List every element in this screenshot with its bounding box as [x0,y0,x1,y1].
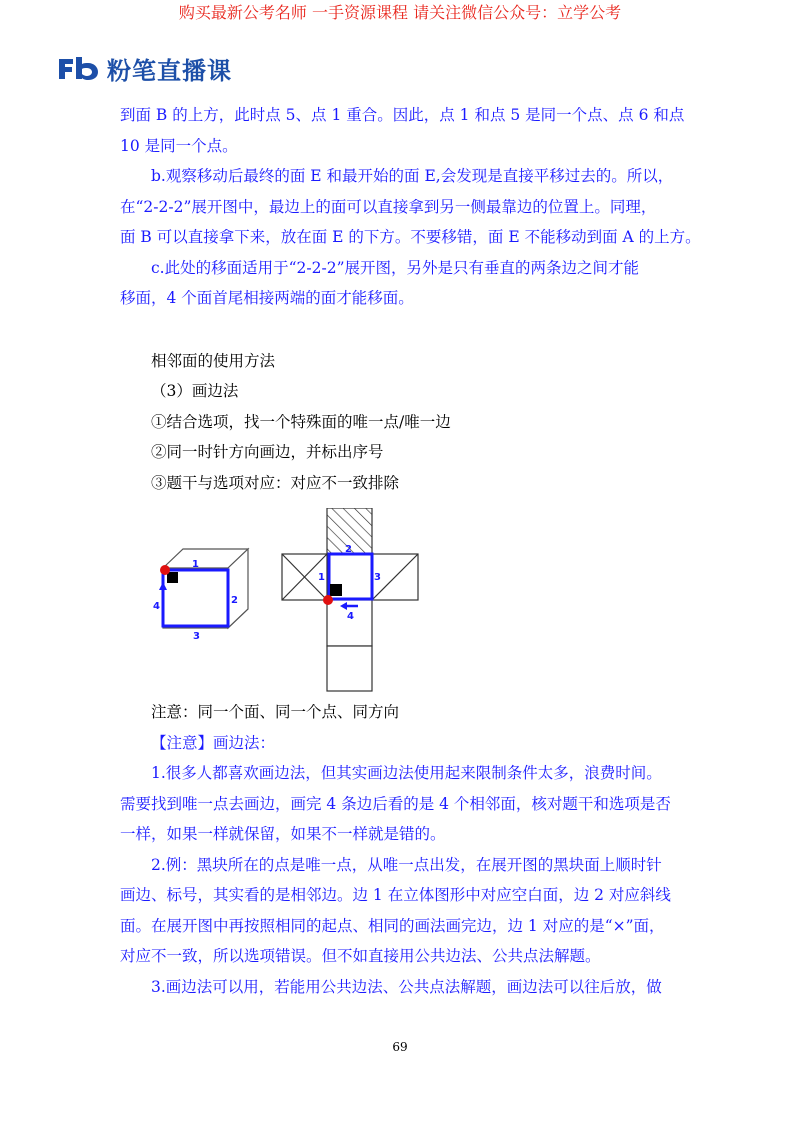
cube-diagram [163,549,248,628]
paragraph-line: 面。在展开图中再按照相同的起点、相同的画法画完边，边 1 对应的是“×”面， [120,916,665,935]
logo-text: 粉笔直播课 [107,56,232,85]
paragraph-line: 到面 B 的上方，此时点 5、点 1 重合。因此，点 1 和点 5 是同一个点、点 6 和点 [120,106,685,124]
paragraph-line: 一样，如果一样就保留，如果不一样就是错的。 [120,825,446,843]
paragraph-line: 在“2-2-2”展开图中，最边上的面可以直接拿到另一侧最靠边的位置上。同理， [120,197,657,216]
cube-net-figure [150,508,430,693]
cube-edge-label: 3 [193,631,200,642]
net-edge-label: 2 [345,544,352,555]
paragraph-line: b.观察移动后最终的面 E 和最开始的面 E,会发现是直接平移过去的。所以， [151,167,674,185]
paragraph-line: 2.例：黑块所在的点是唯一点，从唯一点出发，在展开图的黑块面上顺时针 [151,855,662,874]
subsection-heading: （3）画边法 [151,382,239,400]
page-content [120,100,701,498]
cube-start-dot [160,565,170,575]
paragraph-line: 1.很多人都喜欢画边法，但其实画边法使用起来限制条件太多，浪费时间。 [151,764,662,782]
net-black-block [330,584,342,596]
paragraph-line: 画边、标号，其实看的是相邻边。边 1 在立体图形中对应空白面，边 2 对应斜线 [120,886,671,904]
paragraph-line: 3.画边法可以用，若能用公共边法、公共点法解题，画边法可以往后放，做 [151,977,662,996]
paragraph-line: 对应不一致，所以选项错误。但不如直接用公共边法、公共点法解题。 [120,947,601,965]
section-heading: 相邻面的使用方法 [151,351,276,370]
step-item: ②同一时针方向画边，并标出序号 [151,443,384,461]
header-banner: 购买最新公考名师 一手资源课程 请关注微信公众号：立学公考 [178,3,622,22]
paragraph-line: c.此处的移面适用于“2-2-2”展开图，另外是只有垂直的两条边之间才能 [151,258,640,277]
step-item: ①结合选项，找一个特殊面的唯一点/唯一边 [151,412,451,431]
net-edge-label: 4 [347,611,354,622]
cube-black-block [167,572,178,583]
notes-section [120,697,690,1002]
fb-logo-icon [57,55,101,81]
net-edge-label: 1 [318,572,325,583]
note-line: 注意：同一个面、同一个点、同方向 [151,703,400,721]
step-item: ③题干与选项对应：对应不一致排除 [151,473,400,492]
page-number: 69 [392,1040,408,1054]
net-start-dot [323,595,333,605]
brand-logo [57,53,232,83]
cube-edge-label: 1 [192,559,199,570]
net-edge-label: 3 [374,572,381,583]
paragraph-line: 需要找到唯一点去画边，画完 4 条边后看的是 4 个相邻面，核对题干和选项是否 [120,794,671,813]
paragraph-line: 面 B 可以直接拿下来，放在面 E 的下方。不要移错，面 E 不能移动到面 A 的上方。 [120,228,701,246]
note-title: 【注意】画边法： [151,733,276,752]
cube-edge-label: 4 [153,601,160,612]
paragraph-line: 10 是同一个点。 [120,136,238,155]
cube-edge-label: 2 [231,595,238,606]
paragraph-line: 移面，4 个面首尾相接两端的面才能移面。 [120,289,414,307]
